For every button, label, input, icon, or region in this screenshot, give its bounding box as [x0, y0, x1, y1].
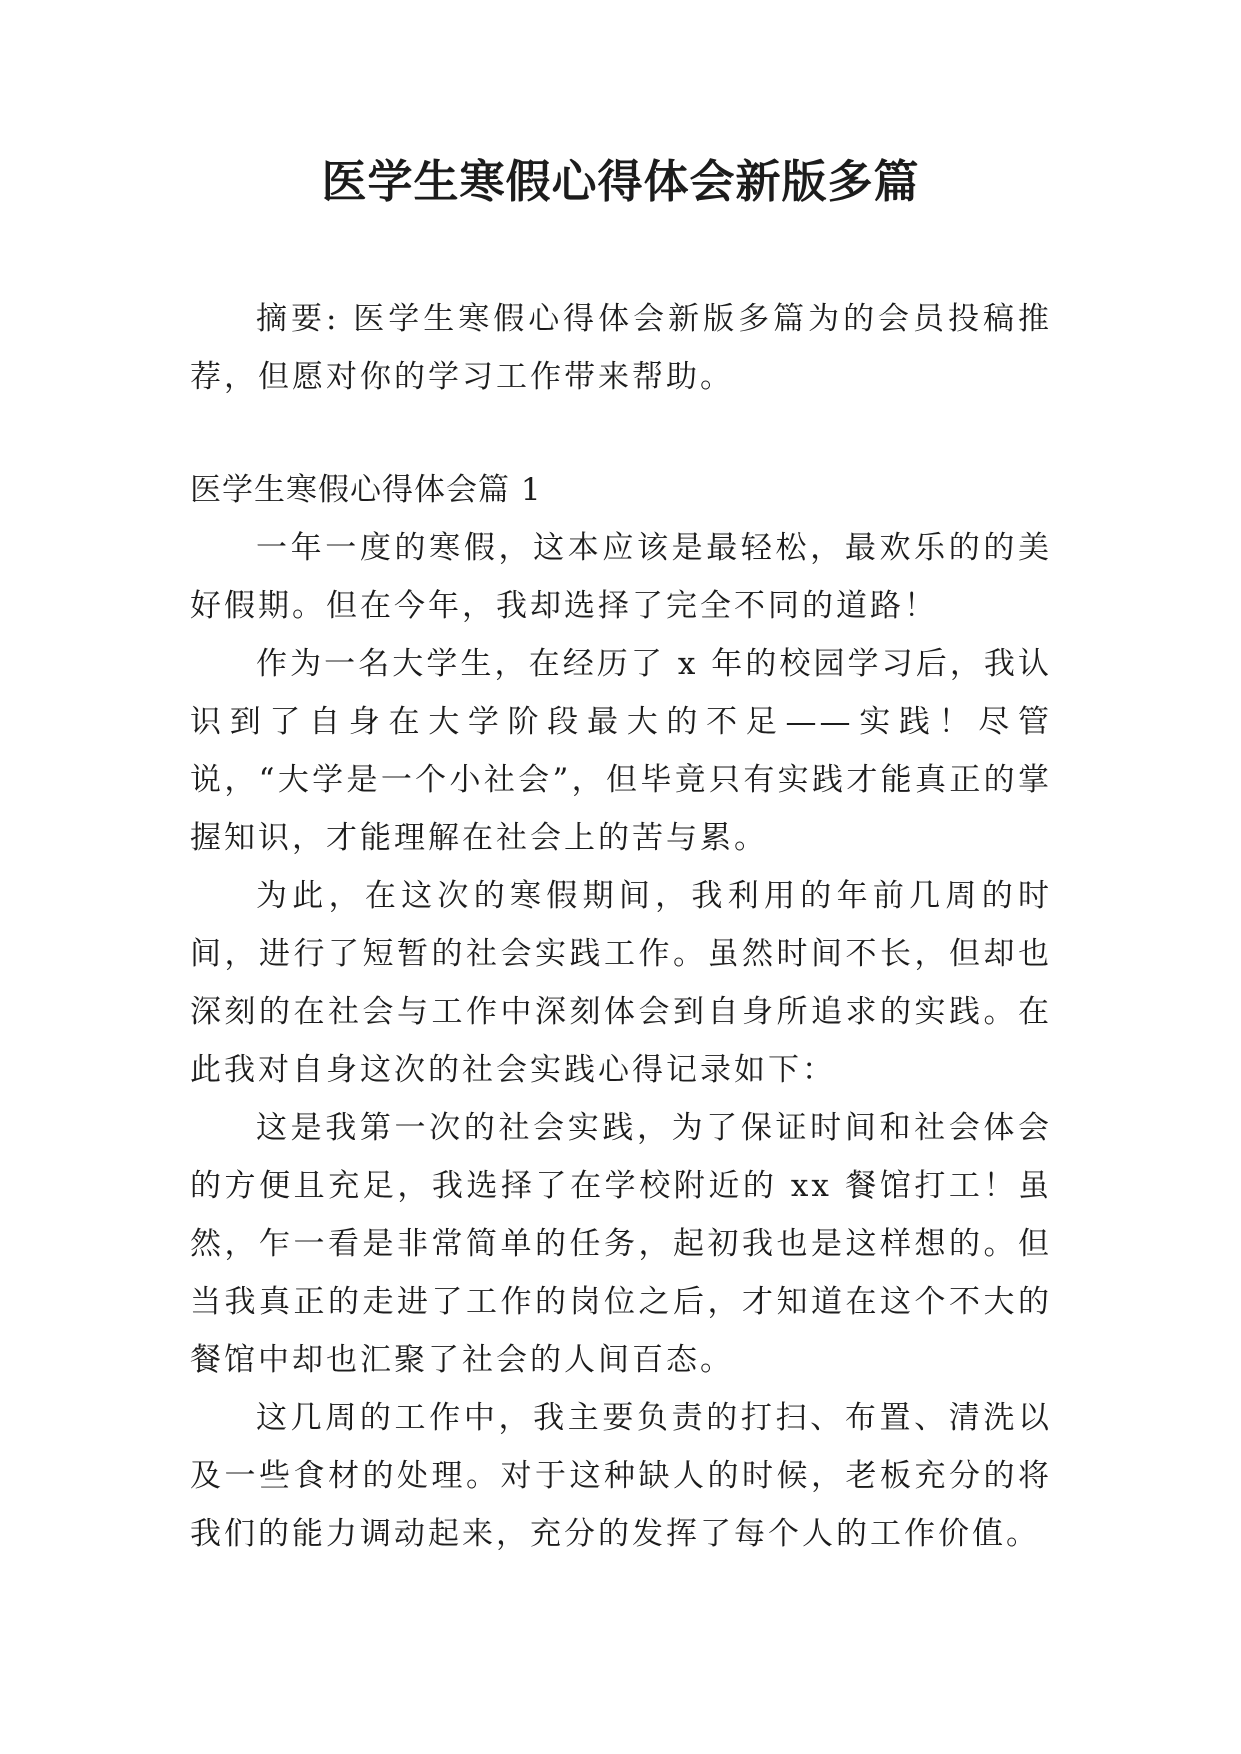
section-heading: 医学生寒假心得体会篇 1: [190, 472, 542, 508]
body-paragraph: 这几周的工作中，我主要负责的打扫、布置、清洗以及一些食材的处理。对于这种缺人的时候，老板充分的将我们的能力调动起来，充分的发挥了每个人的工作价值。: [190, 1400, 1052, 1552]
body-paragraph: 一年一度的寒假，这本应该是最轻松，最欢乐的的美好假期。但在今年，我却选择了完全不同的道路！: [190, 530, 1052, 624]
body-paragraph: 这是我第一次的社会实践，为了保证时间和社会体会的方便且充足，我选择了在学校附近的 xx 餐馆打工！虽然，乍一看是非常简单的任务，起初我也是这样想的。但当我真正的走进了工作的岗位之后，才知道在这个不大的餐馆中却也汇聚了社会的人间百态。: [190, 1110, 1052, 1378]
summary-paragraph: 摘要: 医学生寒假心得体会新版多篇为的会员投稿推荐，但愿对你的学习工作带来帮助。: [190, 301, 1052, 395]
document-title: 医学生寒假心得体会新版多篇: [321, 155, 920, 208]
body-paragraph: 为此，在这次的寒假期间，我利用的年前几周的时间，进行了短暂的社会实践工作。虽然时间不长，但却也深刻的在社会与工作中深刻体会到自身所追求的实践。在此我对自身这次的社会实践心得记录如下：: [190, 878, 1052, 1088]
body-paragraph: 作为一名大学生，在经历了 x 年的校园学习后，我认识到了自身在大学阶段最大的不足——实践！尽管说，“大学是一个小社会”，但毕竟只有实践才能真正的掌握知识，才能理解在社会上的苦与累。: [190, 646, 1052, 856]
document-body: [190, 290, 1052, 1563]
